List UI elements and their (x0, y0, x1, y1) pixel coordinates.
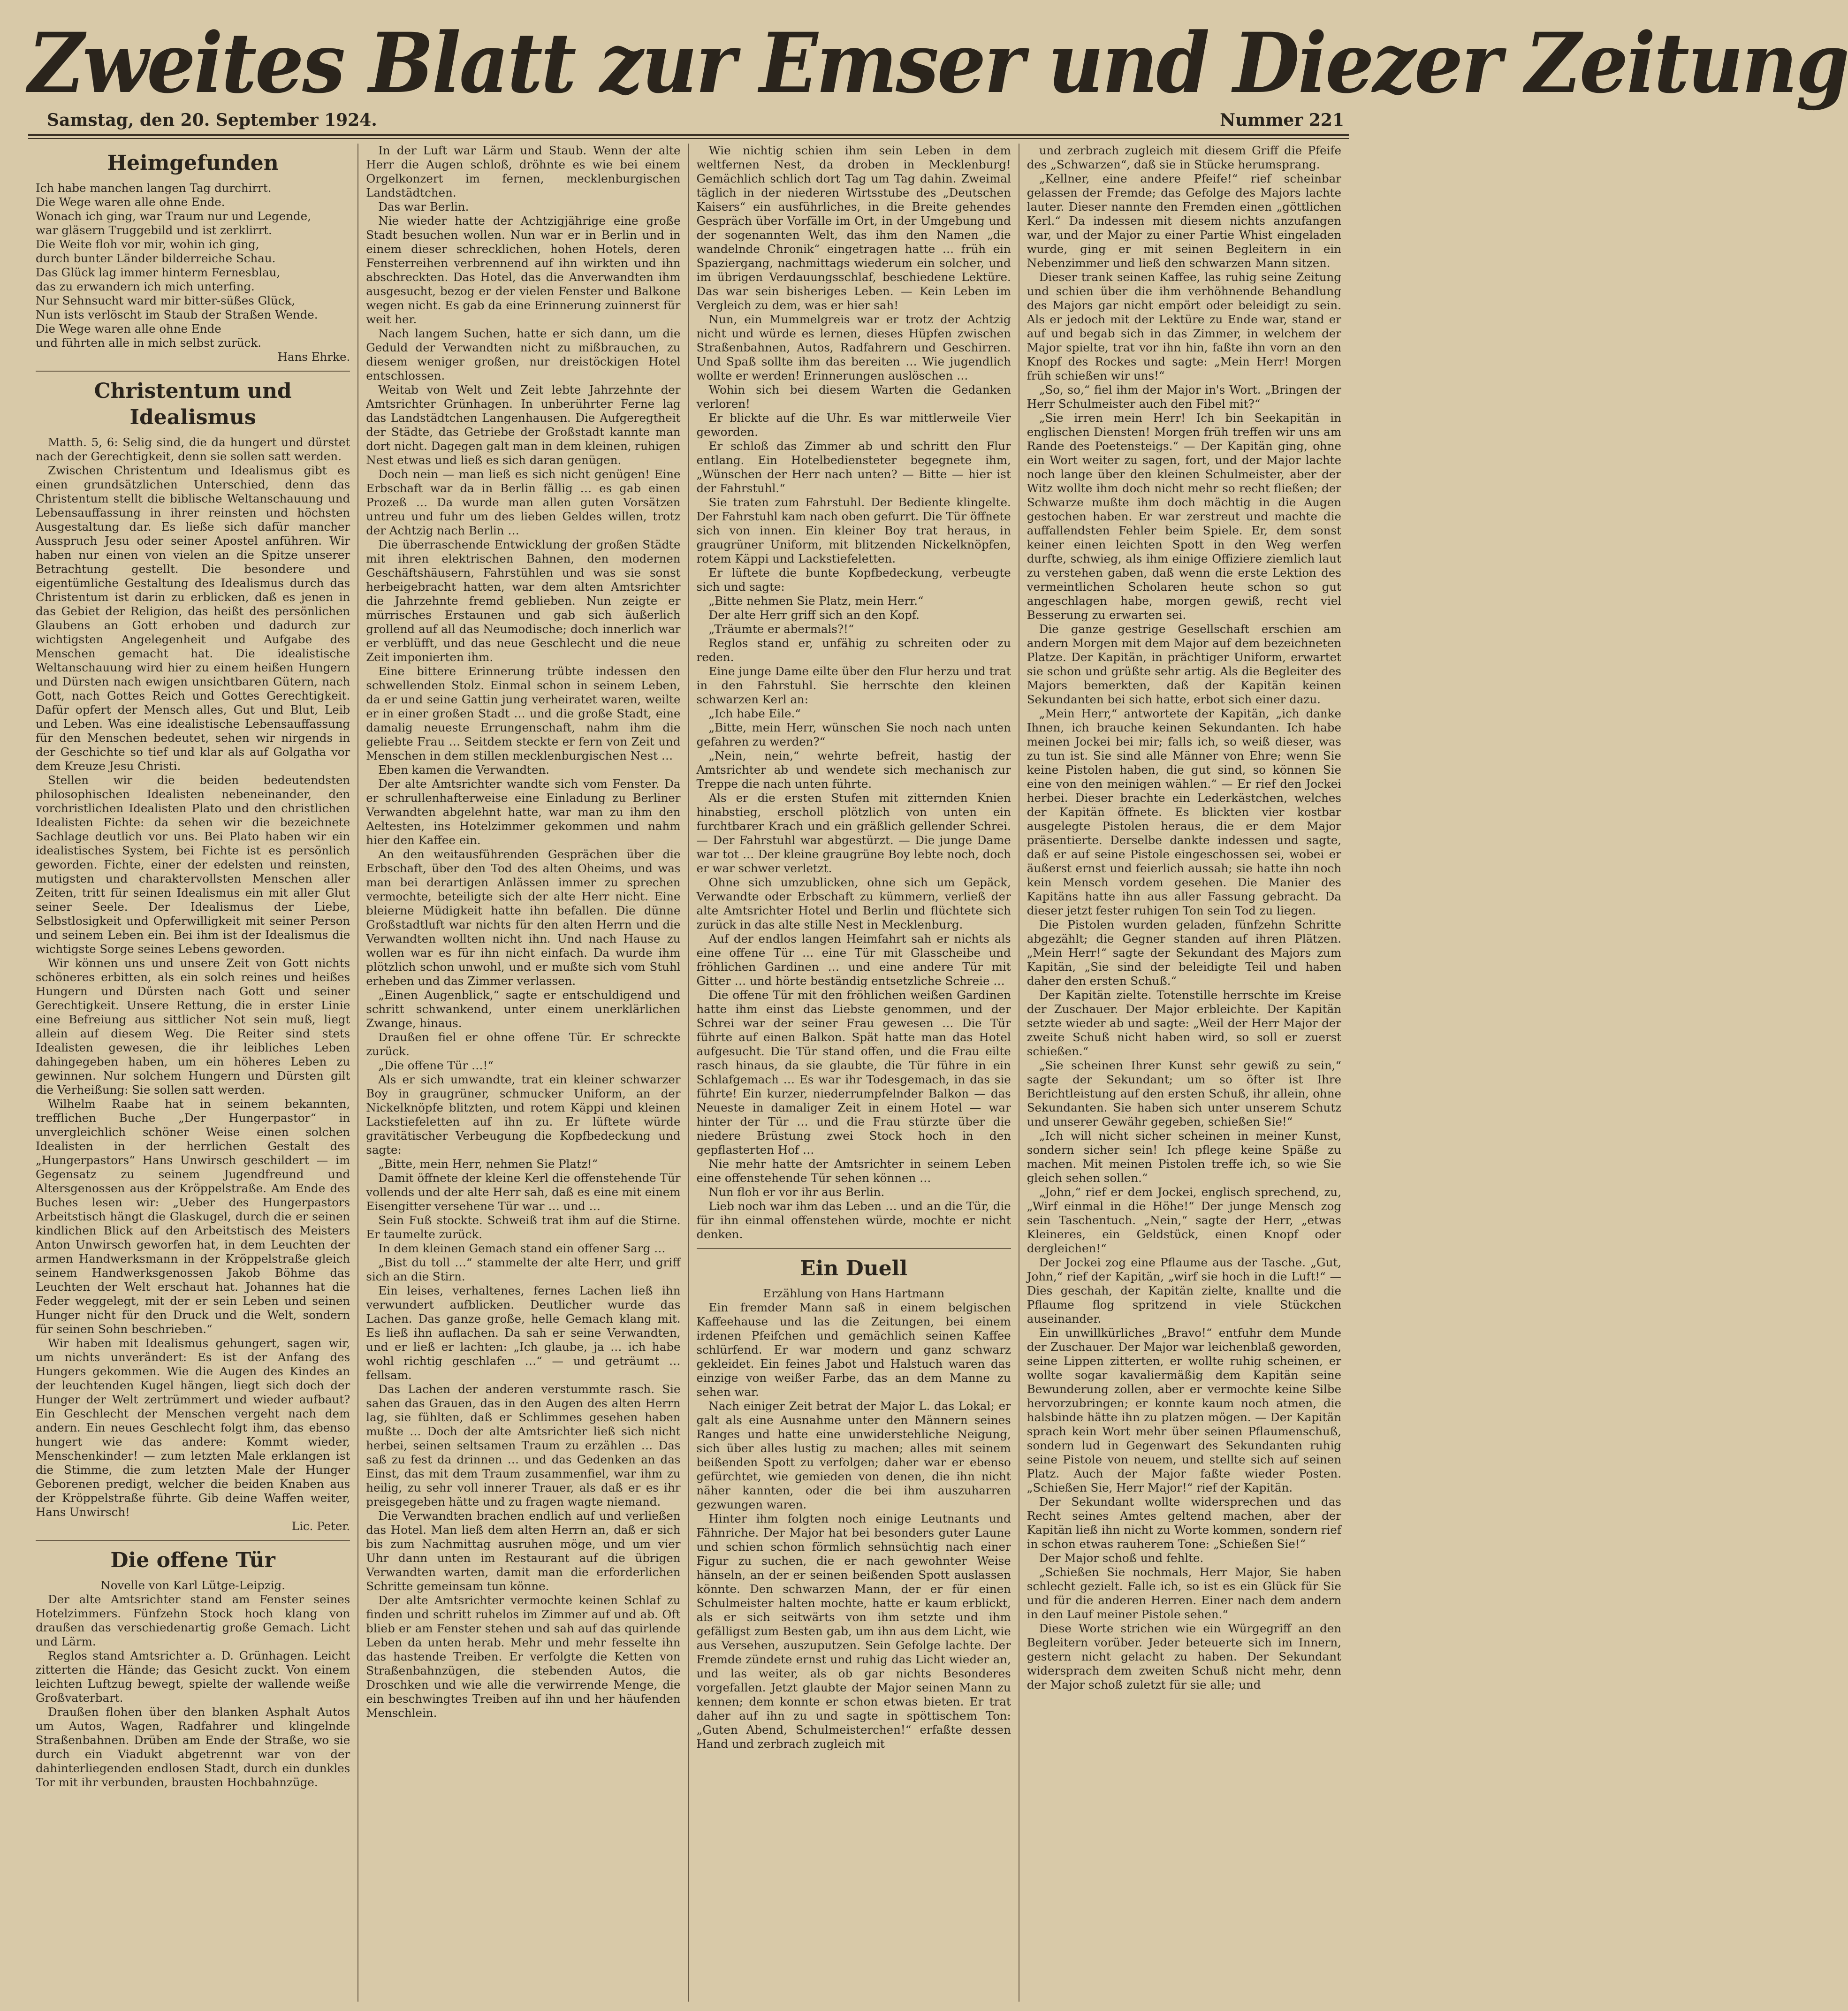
poem-line: Die Weite floh vor mir, wohin ich ging, (36, 237, 259, 251)
story-paragraph: Der Kapitän zielte. Totenstille herrschte im Kreise der Zuschauer. Der Major erbleichte. Der Kapitän setzte wieder ab und sagte: „Weil der Herr Major der zweite Schuß nicht haben wird, so soll er zuerst schießen.“ (1027, 988, 1341, 1058)
novel-paragraph: „Ich habe Eile.“ (708, 707, 801, 720)
novel-paragraph: Sie traten zum Fahrstuhl. Der Bediente klingelte. Der Fahrstuhl kam nach oben gefurrt. Die Tür öffnete sich von innen. Ein kleiner Boy trat heraus, in graugrüner Uniform, mit blitzenden Nickelknöpfen, rotem Käppi und Lackstiefeletten. (696, 495, 1011, 565)
column-4 (1019, 144, 1349, 2002)
story-paragraph: „Sie irren mein Herr! Ich bin Seekapitän in englischen Diensten! Morgen früh treffen wir uns am Rande des Poetensteigs.“ — Der Kapitän ging, ohne ein Wort weiter zu sagen, fort, und der Major lachte noch lange über den kleinen Schulmeister, aber der Witz wollte ihm doch nicht mehr so recht fließen; der Schwarze mußte ihm doch mächtig in die Augen gestochen haben. Er war zerstreut und machte die auffallendsten Fehler beim Spiele. Er, dem sonst keiner einen leichten Spott in den Weg werfen durfte, schwieg, als ihm einige Offiziere ziemlich laut zu verstehen gaben, daß wenn die erste Lektion des vermeintlichen Scholaren heute schon so gut angeschlagen habe, morgen gewiß, recht viel Besserung zu erwarten sei. (1027, 411, 1341, 622)
poem (36, 181, 350, 350)
poem-title: Heimgefunden (107, 151, 279, 175)
essay-paragraph: Wir können uns und unsere Zeit von Gott nichts schöneres erbitten, als ein solch reines und heißes Hungern und Dürsten nach Gott und seiner Gerechtigkeit. Unsere Rettung, die in erster Linie eine Befreiung aus sittlicher Not sein muß, liegt allein auf diesem Weg. Die Reiter sind stets Idealisten gewesen, die ihr leibliches Leben dahingegeben haben, um ein höheres Leben zu gewinnen. Nur solchem Hungern und Dürsten gilt die Verheißung: Sie sollen satt werden. (36, 956, 350, 1097)
novel-paragraph: Reglos stand er, unfähig zu schreiten oder zu reden. (696, 636, 1011, 664)
essay-motto: Matth. 5, 6: Selig sind, die da hungert und dürstet nach der Gerechtigkeit, denn sie sollen satt werden. (36, 435, 350, 463)
story-paragraph: „Ich will nicht sicher scheinen in meiner Kunst, sondern sicher sein! Ich pflege keine Späße zu machen. Mit meinen Pistolen treffe ich, so wie Sie gleich sehen sollen.“ (1027, 1129, 1341, 1185)
novel-paragraph: Die Verwandten brachen endlich auf und verließen das Hotel. Man ließ dem alten Herrn an, daß er sich bis zum Nachmittag ausruhen möge, und um vier Uhr dann unten im Restaurant auf die übrigen Verwandten warten, damit man die erforderlichen Schritte gemeinsam tun könne. (366, 1509, 681, 1593)
novel-paragraph: Damit öffnete der kleine Kerl die offenstehende Tür vollends und der alte Herr sah, daß es eine mit einem Eisengitter versehene Tür war … und … (366, 1171, 681, 1213)
novel-paragraph: Er blickte auf die Uhr. Es war mittlerweile Vier geworden. (696, 411, 1011, 439)
novel-paragraph: Der alte Amtsrichter wandte sich vom Fenster. Da er schrullenhafterweise eine Einladung zu Berliner Verwandten abgelehnt hatte, war man zu ihm den Aeltesten, ins Hotelzimmer gekommen und nahm hier den Kaffee ein. (366, 777, 681, 847)
novel-paragraph: Eine bittere Erinnerung trübte indessen den schwellenden Stolz. Einmal schon in seinem Leben, da er und seine Gattin jung verheiratet waren, weilte er in einer großen Stadt … und die große Stadt, eine damalig neueste Errungenschaft, nahm ihm die geliebte Frau … Seitdem steckte er fern von Zeit und Menschen in dem stillen mecklenburgischen Nest … (366, 664, 681, 762)
novel-paragraph: Weitab von Welt und Zeit lebte Jahrzehnte der Amtsrichter Grünhagen. In unberührter Ferne lag das Landstädtchen Langenhausen. Die Aufgeregtheit der Städte, das Getriebe der Großstadt kannte man dort nicht. Dagegen galt man in dem kleinen, ruhigen Nest etwas und ließ es sich daran genügen. (366, 383, 681, 467)
novel-paragraph: Wohin sich bei diesem Warten die Gedanken verloren! (696, 383, 1011, 411)
novel-paragraph: Der alte Herr griff sich an den Kopf. (708, 608, 920, 622)
story-paragraph: Der Jockei zog eine Pflaume aus der Tasche. „Gut, John,“ rief der Kapitän, „wirf sie hoch in die Luft!“ — Dies geschah, der Kapitän zielte, knallte und die Pflaume flog spritzend in viele Stückchen auseinander. (1027, 1256, 1341, 1325)
essay-title: Christentum und Idealismus (94, 379, 292, 429)
story-paragraph: Ein fremder Mann saß in einem belgischen Kaffeehause und las die Zeitungen, bei einem irdenen Pfeifchen und gemächlich seinen Kaffee schlürfend. Er war modern und ganz schwarz gekleidet. Ein feines Jabot und Halstuch waren das einzige von weißer Farbe, das an dem Manne zu sehen war. (696, 1301, 1011, 1399)
novel-paragraph: „Nein, nein,“ wehrte befreit, hastig der Amtsrichter ab und wendete sich mechanisch zur Treppe die nach unten führte. (696, 749, 1011, 791)
poem-line: Die Wege waren alle ohne Ende (36, 322, 221, 335)
novel-paragraph: Eine junge Dame eilte über den Flur herzu und trat in den Fahrstuhl. Sie herrschte den kleinen schwarzen Kerl an: (696, 664, 1011, 706)
story-paragraph: Dieser trank seinen Kaffee, las ruhig seine Zeitung und schien über die ihm verhöhnende Behandlung des Majors gar nicht empört oder beleidigt zu sein. Als er jedoch mit der Lektüre zu Ende war, stand er auf und begab sich in das Zimmer, in welchem der Major spielte, trat vor ihn hin, faßte ihn vorn an den Knopf des Rockes und sagte: „Mein Herr! Morgen früh schießen wir uns!“ (1027, 270, 1341, 382)
divider (697, 1248, 1011, 1249)
novel-paragraph: Ein leises, verhaltenes, fernes Lachen ließ ihn verwundert aufblicken. Deutlicher wurde das Lachen. Das ganze große, helle Gemach klang mit. Es ließ ihn auflachen. Da sah er seine Verwandten, und er ließ er lachten: „Ich glaube, ja … ich habe wohl richtig geschlafen …“ — und geträumt … fellsam. (366, 1284, 681, 1382)
story-title: Ein Duell (800, 1257, 908, 1280)
story-paragraph: Die Pistolen wurden geladen, fünfzehn Schritte abgezählt; die Gegner standen auf ihren Plätzen. „Mein Herr!“ sagte der Sekundant des Majors zum Kapitän, „Sie sind der beleidigte Teil und haben daher den ersten Schuß.“ (1027, 918, 1341, 988)
novel-paragraph: Als er sich umwandte, trat ein kleiner schwarzer Boy in graugrüner, schmucker Uniform, an der Nickelknöpfe blitzten, und rotem Käppi und kleinen Lackstiefeletten auf ihn zu. Er lüftete würde gravitätischer Verbeugung die Kopfbedeckung und sagte: (366, 1073, 681, 1157)
novel-paragraph: Nie wieder hatte der Achtzigjährige eine große Stadt besuchen wollen. Nun war er in Berlin und in einem dieser schrecklichen, hohen Hotels, deren Fensterreihen verbrennend auf ihn wirkten und ihn abschreckten. Das Hotel, das die Anverwandten ihm ausgesucht, bezog er der vielen Fenster und Balkone wegen nicht. Es gab da eine Erinnerung zuinnerst für weit her. (366, 214, 681, 326)
essay-author: Lic. Peter. (291, 1519, 350, 1533)
novel-paragraph: Die offene Tür mit den fröhlichen weißen Gardinen hatte ihm einst das Liebste genommen, und der Schrei war der seiner Frau gewesen … Die Tür führte auf einen Balkon. Spät hatte man das Hotel aufgesucht. Die Tür stand offen, und die Frau eilte rasch hinaus, da sie glaubte, die Tür führe in ein Schlafgemach … Es war ihr Todesgemach, in das sie führte! Ein kurzer, niederrumpfelnder Balkon — das Neueste in damaliger Zeit in einem Hotel — war hinter der Tür … und die Frau stürzte über die niedere Brüstung zwei Stock hoch in den gepflasterten Hof … (696, 988, 1011, 1157)
poem-line: war gläsern Truggebild und ist zerklirrt. (36, 223, 272, 237)
columns (28, 144, 1349, 2002)
essay-paragraph: Zwischen Christentum und Idealismus gibt es einen grundsätzlichen Unterschied, denn das Christentum stellt die biblische Weltanschauung und Lebensauffassung in ihrer reinsten und höchsten Ausgestaltung dar. Es ließe sich dafür mancher Ausspruch Jesu oder seiner Apostel anführen. Wir haben nur einen von vielen an die Spitze unserer Betrachtung gestellt. Die besondere und eigentümliche Gestaltung des Idealismus durch das Christentum ist darin zu erblicken, daß es jenen in das Gebiet der Religion, das heißt des persönlichen Glaubens an Gott erhoben und dadurch zur wichtigsten Angelegenheit und Aufgabe des Menschen gemacht hat. Die idealistische Weltanschauung wird hier zu einem heißen Hungern und Dürsten nach ewigen unsichtbaren Gütern, nach Gott, nach Gottes Reich und Gottes Gerechtigkeit. Dafür opfert der Mensch alles, Gut und Blut, Leib und Leben. Was eine idealistische Lebensauffassung für den Menschen bedeutet, sehen wir nirgends in der Geschichte so tief und klar als auf Golgatha vor dem Kreuze Jesu Christi. (36, 464, 350, 773)
masthead-title: Zweites Blatt zur Emser und Diezer Zeitung (28, 15, 1848, 112)
essay-paragraph: Stellen wir die beiden bedeutendsten philosophischen Idealisten nebeneinander, den vorchristlichen Idealisten Plato und den christlichen Idealisten Fichte: da sehen wir die bezeichnete Sachlage deutlich vor uns. Bei Plato haben wir ein idealistisches System, bei Fichte ist es persönlich geworden. Fichte, einer der edelsten und reinsten, mutigsten und charaktervollsten Menschen aller Zeiten, tritt für seinen Idealismus ein mit aller Glut seiner Seele. Der Idealismus der Liebe, Selbstlosigkeit und Opferwilligkeit mit seiner Person und seinem Leben ein. Bei ihm ist der Idealismus die wichtigste Sorge seines Lebens geworden. (36, 773, 350, 956)
story-subtitle: Erzählung von Hans Hartmann (763, 1287, 945, 1300)
story-paragraph: „Kellner, eine andere Pfeife!“ rief scheinbar gelassen der Fremde; das Gefolge des Majors lachte lauter. Dieser nannte den Fremden einen „göttlichen Kerl.“ Da indessen mit diesem nichts anzufangen war, und der Major zu einer Partie Whist eingeladen wurde, ging er mit seinen Begleitern in ein Nebenzimmer und ließ den schwarzen Mann sitzen. (1027, 172, 1341, 270)
story-paragraph: Hinter ihm folgten noch einige Leutnants und Fähnriche. Der Major hat bei besonders guter Laune und schien schon förmlich sehnsüchtig nach einer Figur zu suchen, die er nach gewohnter Weise hänseln, an der er seinen beißenden Spott auslassen könnte. Den schwarzen Mann, der er für einen Schulmeister halten mochte, hatte er kaum erblickt, als er sich seitwärts von ihm setzte und ihm gefälligst zum Besten gab, um ihn aus dem Licht, wie aus Versehen, auszuputzen. Sein Gefolge lachte. Der Fremde zündete ernst und ruhig das Licht wieder an, und las weiter, als ob gar nichts Besonderes vorgefallen. Jetzt glaubte der Major seinen Mann zu kennen; dem konnte er schon etwas bieten. Er trat daher auf ihn zu und sagte in spöttischem Ton: „Guten Abend, Schulmeisterchen!“ erfaßte dessen Hand und zerbrach zugleich mit (696, 1512, 1011, 1751)
novel-paragraph: „Bitte nehmen Sie Platz, mein Herr.“ (708, 594, 924, 608)
story-paragraph: Nach einiger Zeit betrat der Major L. das Lokal; er galt als eine Ausnahme unter den Männern seines Ranges und hatte eine unwiderstehliche Neigung, sich über alles lustig zu machen; alles mit seinem beißenden Spott zu verfolgen; daher war er ebenso gefürchtet, wie gemieden von denen, die ihn nicht näher kannten, oder die bei ihm auszuharren gezwungen waren. (696, 1399, 1011, 1511)
poem-line: Die Wege waren alle ohne Ende. (36, 195, 225, 209)
novel-paragraph: Nun floh er vor ihr aus Berlin. (708, 1185, 885, 1199)
dateline (28, 110, 1349, 136)
novel-body (36, 1592, 350, 1790)
novel-paragraph: „Bist du toll …“ stammelte der alte Herr, und griff sich an die Stirn. (366, 1256, 681, 1283)
novel-paragraph: Auf der endlos langen Heimfahrt sah er nichts als eine offene Tür … eine Tür mit Glasscheibe und fröhlichen Gardinen … und eine andere Tür mit Gitter … und hörte beständig entsetzliche Schreie … (696, 932, 1011, 988)
novel-paragraph: In dem kleinen Gemach stand ein offener Sarg … (378, 1242, 666, 1255)
novel-paragraph: Draußen fiel er ohne offene Tür. Er schreckte zurück. (366, 1030, 681, 1058)
novel-continuation (697, 144, 1011, 1242)
story-paragraph: Die ganze gestrige Gesellschaft erschien am andern Morgen mit dem Major auf dem bezeichneten Platze. Der Kapitän, in prächtiger Uniform, erwartet sie schon und grüßte sehr artig. Als die Begleiter des Majors bemerkten, daß der Kapitän keinen Sekundanten bei sich hatte, erbot sich einer dazu. (1027, 622, 1341, 706)
novel-paragraph: Nie mehr hatte der Amtsrichter in seinem Leben eine offenstehende Tür sehen können … (696, 1157, 1011, 1185)
novel-paragraph: Er lüftete die bunte Kopfbedeckung, verbeugte sich und sagte: (696, 566, 1011, 594)
novel-paragraph: Draußen flohen über den blanken Asphalt Autos um Autos, Wagen, Radfahrer und klingelnde Straßenbahnen. Drüben am Ende der Straße, wo sie durch ein Viadukt abgetrennt war von der dahinterliegenden endlosen Stadt, durch ein dunkles Tor mit ihr verbunden, brausten Hochbahnzüge. (36, 1705, 350, 1789)
story-paragraph: Ein unwillkürliches „Bravo!“ entfuhr dem Munde der Zuschauer. Der Major war leichenblaß geworden, seine Lippen zitterten, er wollte ruhig scheinen, er wollte sogar kavaliermäßig dem Kapitän seine Bewunderung zollen, aber er vermochte keine Silbe hervorzubringen; er konnte kaum noch atmen, die halsbinde hätte ihn zu platzen mögen. — Der Kapitän sprach kein Wort mehr über seinen Pflaumenschuß, sondern lud in Gegenwart des Sekundanten ruhig seine Pistole von neuem, und stellte sich auf seinen Platz. Auch der Major faßte wieder Posten. „Schießen Sie, Herr Major!“ rief der Kapitän. (1027, 1326, 1341, 1494)
column-2 (358, 144, 689, 2002)
novel-paragraph: Ohne sich umzublicken, ohne sich um Gepäck, Verwandte oder Erbschaft zu kümmern, verließ der alte Amtsrichter Hotel und Berlin und flüchtete sich zurück in das alte stille Nest in Mecklenburg. (696, 876, 1011, 931)
novel-paragraph: Wie nichtig schien ihm sein Leben in dem weltfernen Nest, da droben in Mecklenburg! Gemächlich schlich dort Tag um Tag dahin. Zweimal täglich in der niederen Wirtsstube des „Deutschen Kaisers“ ein ausführliches, in die Breite gehendes Gespräch über Vorfälle im Ort, in der Umgebung und der sogenannten Welt, das ihm den Namen „die wandelnde Chronik“ eingetragen hatte … früh ein Spaziergang, nachmittags wiederum ein solcher, und im übrigen Verdauungsschlaf, beschiedene Lektüre. Das war sein bisheriges Leben. — Kein Leben im Vergleich zu dem, was er hier sah! (696, 144, 1011, 312)
column-1 (28, 144, 358, 2002)
story-paragraph: „Sie scheinen Ihrer Kunst sehr gewiß zu sein,“ sagte der Sekundant; um so öfter ist Ihre Berichtleistung auf den ersten Schuß, ihr allein, ohne Sekundanten. Sie haben sich unter unserem Schutz und unserer Gewähr gegeben, schießen Sie!“ (1027, 1059, 1341, 1128)
poem-line: durch bunter Länder bilderreiche Schau. (36, 251, 276, 265)
novel-paragraph: An den weitausführenden Gesprächen über die Erbschaft, über den Tod des alten Oheims, und was man bei derartigen Anlässen immer zu sprechen vermochte, beteiligte sich der alte Herr nicht. Eine bleierne Müdigkeit hatte ihn befallen. Die dünne Großstadtluft war nichts für den alten Herrn und die Verwandten wollten nicht ihn. Und nach Hause zu wollen war es für ihn nicht einfach. Da wurde ihm plötzlich schon unwohl, und er mußte sich vom Stuhl erheben und das Zimmer verlassen. (366, 847, 681, 988)
story-body (697, 1301, 1011, 1751)
poem-line: und führten alle in mich selbst zurück. (36, 336, 261, 350)
novel-paragraph: Eben kamen die Verwandten. (378, 763, 550, 777)
novel-paragraph: Nun, ein Mummelgreis war er trotz der Achtzig nicht und würde es lernen, dieses Hüpfen zwischen Straßenbahnen, Autos, Radfahrern und Geschirren. Und Spaß sollte ihm das bereiten … Wie jugendlich wollte er werden! Erinnerungen auslöschen … (696, 312, 1011, 382)
issue-number: Nummer 221 (1220, 110, 1344, 130)
poem-author: Hans Ehrke. (277, 350, 350, 364)
story-paragraph: Der Sekundant wollte widersprechen und das Recht seines Amtes geltend machen, aber der Kapitän ließ ihn nicht zu Worte kommen, sondern rief in schon etwas rauherem Tone: „Schießen Sie!“ (1027, 1495, 1341, 1551)
novel-paragraph: Als er die ersten Stufen mit zitternden Knien hinabstieg, erscholl plötzlich von unten ein furchtbarer Krach und ein gräßlich gellender Schrei. — Der Fahrstuhl war abgestürzt. — Die junge Dame war tot … Der kleine graugrüne Boy lebte noch, doch er war schwer verletzt. (696, 791, 1011, 875)
novel-title: Die offene Tür (110, 1548, 275, 1572)
novel-paragraph: „Bitte, mein Herr, wünschen Sie noch nach unten gefahren zu werden?“ (696, 721, 1011, 748)
poem-line: Nur Sehnsucht ward mir bitter-süßes Glück, (36, 294, 296, 307)
novel-paragraph: Die überraschende Entwicklung der großen Städte mit ihren elektrischen Bahnen, den modernen Geschäftshäusern, Fahrstühlen und was sie sonst herbeigebracht hatten, war dem alten Amtsrichter die Jahrzehnte fremd geblieben. Nun zeigte er mürrisches Erstaunen und gab sich äußerlich grollend auf all das Neumodische; doch innerlich war er verblüfft, und das neue Geschlecht und die neue Zeit imponierten ihm. (366, 538, 681, 664)
novel-paragraph: „Die offene Tür …!“ (378, 1059, 494, 1072)
story-paragraph: und zerbrach zugleich mit diesem Griff die Pfeife des „Schwarzen“, daß sie in Stücke herumsprang. (1027, 144, 1341, 171)
poem-line: Ich habe manchen langen Tag durchirrt. (36, 181, 272, 195)
novel-paragraph: Er schloß das Zimmer ab und schritt den Flur entlang. Ein Hotelbediensteter begegnete ihm, „Wünschen der Herr nach unten? — Bitte — hier ist der Fahrstuhl.“ (696, 439, 1011, 495)
novel-paragraph: Nach langem Suchen, hatte er sich dann, um die Geduld der Verwandten nicht zu mißbrauchen, zu diesem weniger großen, nur dreistöckigen Hotel entschlossen. (366, 327, 681, 382)
story-paragraph: „John,“ rief er dem Jockei, englisch sprechend, zu, „Wirf einmal in die Höhe!“ Der junge Mensch zog sein Taschentuch. „Nein,“ sagte der Herr, „etwas Kleineres, ein Geldstück, einen Knopf oder dergleichen!“ (1027, 1185, 1341, 1255)
column-3 (689, 144, 1019, 2002)
story-paragraph: Diese Worte strichen wie ein Würgegriff an den Begleitern vorüber. Jeder beteuerte sich im Innern, gestern nicht gelacht zu haben. Der Sekundant widersprach dem zweiten Schuß nicht mehr, denn der Major schoß zuletzt für sie alle; und (1027, 1622, 1341, 1691)
essay-body (36, 464, 350, 1519)
divider (36, 1540, 350, 1541)
story-paragraph: „Schießen Sie nochmals, Herr Major, Sie haben schlecht gezielt. Falle ich, so ist es ein Glück für Sie und für die anderen Herren. Einer nach dem andern in den Lauf meiner Pistole sehen.“ (1027, 1565, 1341, 1621)
poem-line: Das Glück lag immer hinterm Fernesblau, (36, 266, 281, 279)
header-rule (28, 138, 1349, 139)
novel-paragraph: Lieb noch war ihm das Leben … und an die Tür, die für ihn einmal offenstehen würde, mochte er nicht denken. (696, 1199, 1011, 1241)
novel-subtitle: Novelle von Karl Lütge-Leipzig. (100, 1578, 285, 1592)
essay-paragraph: Wir haben mit Idealismus gehungert, sagen wir, um nichts unverändert: Es ist der Anfang des Hungers gekommen. Wie die Augen des Kindes an der leuchtenden Kugel hängen, liegt sich doch der Hunger der Welt zertrümmert und wieder aufbaut? Ein Geschlecht der Menschen vergeht nach dem andern. Ein neues Geschlecht folgt ihm, das ebenso hungert wie das andere: Kommt wieder, Menschenkinder! — zum letzten Male erklangen ist die Stimme, die zum letzten Male der Hunger Geborenen predigt, welcher die beiden Knaben aus der Kröppelstraße führte. Gib deine Waffen weiter, Hans Unwirsch! (36, 1336, 350, 1519)
divider (36, 371, 350, 372)
story-paragraph: „Mein Herr,“ antwortete der Kapitän, „ich danke Ihnen, ich brauche keinen Sekundanten. Ich habe meinen Jockei bei mir; falls ich, so weiß dieser, was zu tun ist. Sie sind alle Männer von Ehre; wenn Sie keine Pistolen haben, die gut sind, so können Sie eine von den meinigen wählen.“ — Er rief den Jockei herbei. Dieser brachte ein Lederkästchen, welches der Kapitän öffnete. Es blickten vier kostbar ausgelegte Pistolen heraus, die er dem Major präsentierte. Derselbe dankte indessen und sagte, daß er auf seine Pistole eingeschossen sei, wobei er äußerst ernst und feierlich aussah; sie hatte ihn noch kein Mensch vordem gesehen. Die Manier des Kapitäns hatte ihn aus aller Fassung gebracht. Da dieser jetzt fester ruhigen Ton sein Tod zu liegen. (1027, 707, 1341, 917)
novel-paragraph: Das Lachen der anderen verstummte rasch. Sie sahen das Grauen, das in den Augen des alten Herrn lag, sie fühlten, daß er Schlimmes gesehen haben mußte … Doch der alte Amtsrichter ließ sich nicht herbei, seinen seltsamen Traum zu erzählen … Das saß zu fest da drinnen … und das Gedenken an das Einst, das mit dem Traum zusammenfiel, war ihm zu heilig, zu sehr voll innerer Trauer, als daß er es ihr preisgegeben hätte und zu fragen wagte niemand. (366, 1382, 681, 1508)
novel-paragraph: In der Luft war Lärm und Staub. Wenn der alte Herr die Augen schloß, dröhnte es wie bei einem Orgelkonzert im fernen, mecklenburgischen Landstädtchen. (366, 144, 681, 199)
novel-paragraph: Sein Fuß stockte. Schweiß trat ihm auf die Stirne. Er taumelte zurück. (366, 1213, 681, 1241)
novel-paragraph: „Einen Augenblick,“ sagte er entschuldigend und schritt schwankend, unter einem unerklärlichen Zwange, hinaus. (366, 988, 681, 1030)
story-paragraph: Der Major schoß und fehlte. (1039, 1551, 1204, 1565)
essay-paragraph: Wilhelm Raabe hat in seinem bekannten, trefflichen Buche „Der Hungerpastor“ in unvergleichlich schöner Weise einen solchen Idealisten in der herrlichen Gestalt des „Hungerpastors“ Hans Unwirsch geschildert — im Gegensatz zu seinem Jugendfreund und Altersgenossen aus der Kröppelstraße. Am Ende des Buches lesen wir: „Ueber des Hungerpastors Arbeitstisch hängt die Glaskugel, durch die er seinen kindlichen Blick auf den Arbeitstisch des Meisters Anton Unwirsch geworfen hat, in dem Leuchten der armen Handwerksmann in der Kröppelstraße gleich seinem Handwerksgenossen Jakob Böhme das Leuchten der Welt erschaut hat. Johannes hat die Feder weggelegt, mit der er sein Leben und seinen Hunger nicht für den Druck und die Welt, sondern für seinen Sohn beschrieben.“ (36, 1097, 350, 1336)
novel-paragraph: „Bitte, mein Herr, nehmen Sie Platz!“ (378, 1157, 598, 1171)
novel-paragraph: Der alte Amtsrichter vermochte keinen Schlaf zu finden und schritt ruhelos im Zimmer auf und ab. Oft blieb er am Fenster stehen und sah auf das quirlende Leben da unten herab. Mehr und mehr fesselte ihn das hastende Treiben. Er verfolgte die Ketten von Straßenbahnzügen, die stebenden Autos, die Droschken und wie alle die verwirrende Menge, die ein beschwingtes Treiben auf ihn und her häufenden Menschlein. (366, 1593, 681, 1720)
novel-paragraph: Der alte Amtsrichter stand am Fenster seines Hotelzimmers. Fünfzehn Stock hoch klang von draußen das verschiedenartig große Gemach. Licht und Lärm. (36, 1592, 350, 1648)
novel-paragraph: Doch nein — man ließ es sich nicht genügen! Eine Erbschaft war da in Berlin fällig … es gab einen Prozeß … Da wurde man allen guten Vorsätzen untreu und fuhr um des lieben Geldes willen, trotz der Achtzig nach Berlin … (366, 467, 681, 537)
poem-line: Wonach ich ging, war Traum nur und Legende, (36, 209, 311, 223)
novel-paragraph: Reglos stand Amtsrichter a. D. Grünhagen. Leicht zitterten die Hände; das Gesicht zuckt. Von einem leichten Luftzug bewegt, spielte der wallende weiße Großvaterbart. (36, 1649, 350, 1705)
novel-paragraph: Das war Berlin. (378, 200, 469, 213)
poem-line: Nun ists verlöscht im Staub der Straßen Wende. (36, 308, 318, 321)
poem-line: das zu erwandern ich mich unterfing. (36, 280, 255, 293)
novel-paragraph: „Träumte er abermals?!“ (708, 622, 854, 636)
story-paragraph: „So, so,“ fiel ihm der Major in's Wort. „Bringen der Herr Schulmeister auch den Fibel mit?“ (1027, 383, 1341, 411)
issue-date: Samstag, den 20. September 1924. (47, 110, 377, 130)
